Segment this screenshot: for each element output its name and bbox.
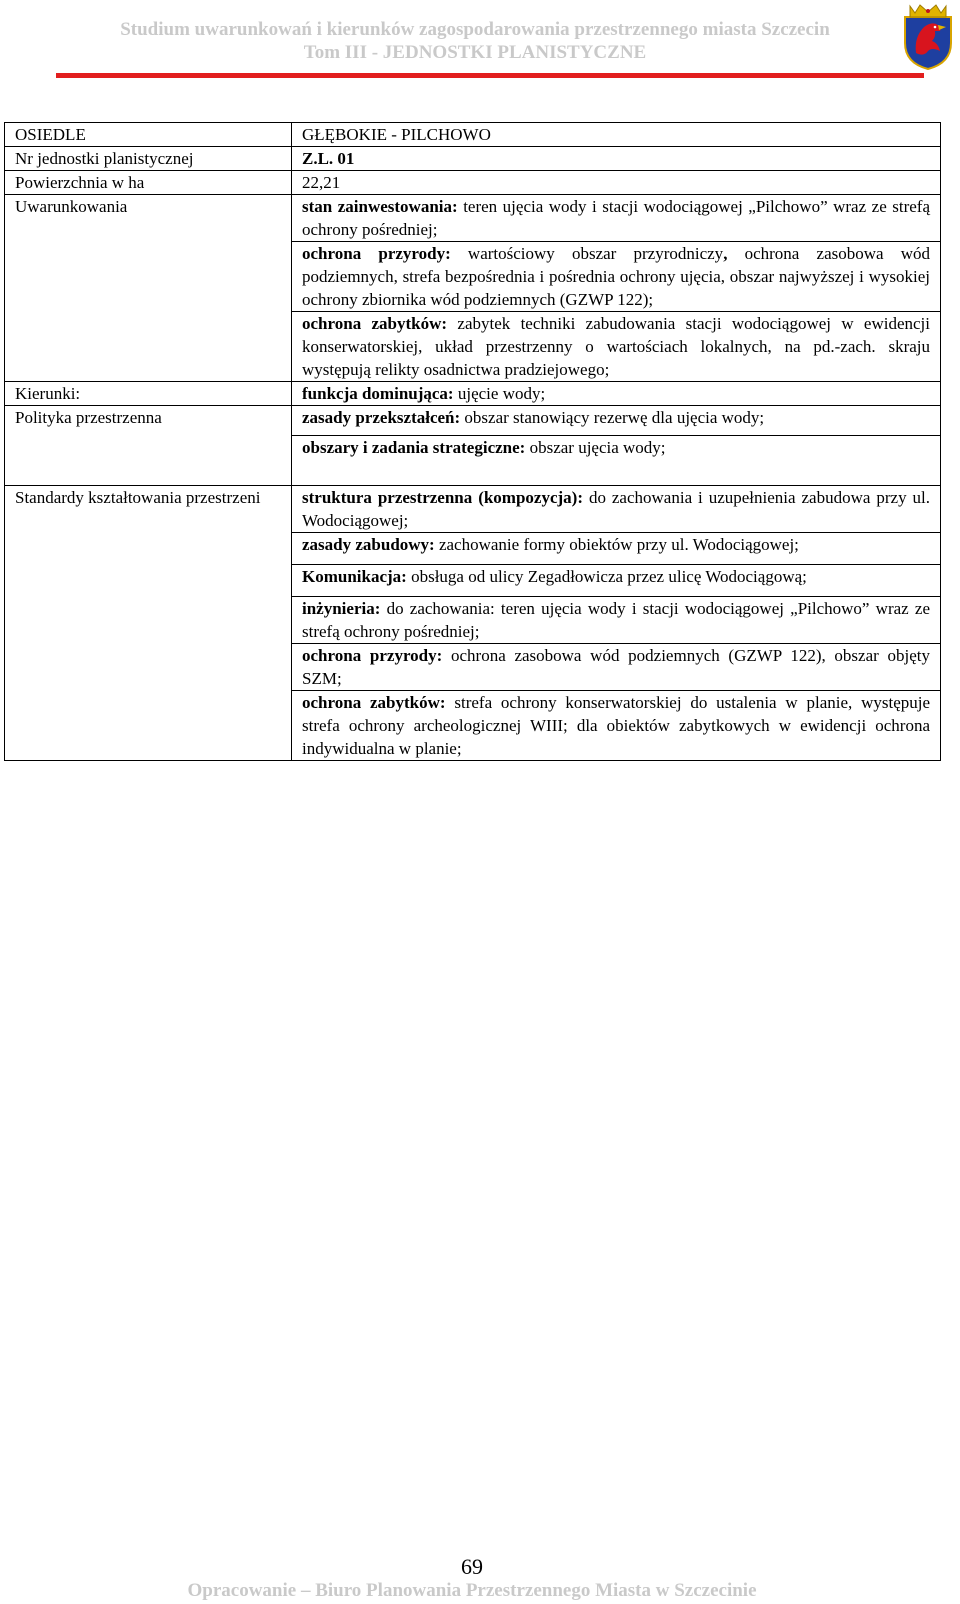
row-kierunki [5,382,941,406]
szczecin-coat-of-arms-icon [902,3,954,71]
document-title-line2: Tom III - JEDNOSTKI PLANISTYCZNE [303,42,647,63]
label-nr: Nr jednostki planistycznej [5,147,292,171]
standardy-struktura-text: do zachowania i uzupełnienia zabudowa przy ul. Wodociągowej; [302,488,930,530]
standardy-przyroda-key: ochrona przyrody: [302,646,443,665]
standardy-komunikacja [292,565,941,597]
label-powierzchnia: Powierzchnia w ha [5,171,292,195]
document-title [60,18,890,64]
value-nr: Z.L. 01 [292,147,941,171]
label-standardy: Standardy kształtowania przestrzeni [5,486,292,761]
standardy-zabudowa-text: zachowanie formy obiektów przy ul. Wodociągowej; [434,535,799,554]
standardy-komunikacja-text: obsługa od ulicy Zegadłowicza przez ulicę Wodociągową; [406,567,807,586]
label-osiedle: OSIEDLE [5,123,292,147]
kierunki-funkcja [292,382,941,406]
polityka-zasady [292,406,941,436]
standardy-zabudowa [292,533,941,565]
row-polityka-zasady [5,406,941,436]
planning-unit-table [4,122,941,761]
polityka-zasady-text: obszar stanowiący rezerwę dla ujęcia wody; [460,408,765,427]
standardy-przyroda [292,644,941,691]
row-powierzchnia [5,171,941,195]
standardy-zabytki [292,691,941,761]
standardy-zabudowa-key: zasady zabudowy: [302,535,435,554]
uwarunkowania-przyroda-key: ochrona przyrody: [302,244,451,263]
uwarunkowania-stan-key: stan zainwestowania: [302,197,458,216]
uwarunkowania-przyroda-comma: , [723,244,728,263]
standardy-komunikacja-key: Komunikacja: [302,567,407,586]
standardy-zabytki-text: strefa ochrony konserwatorskiej do ustalenia w planie, występuje strefa ochrony archeologicznej WIII; dla obiektów zabytkowych w ewidencji ochrona indywidualna w planie; [302,693,931,758]
kierunki-funkcja-key: funkcja dominująca: [302,384,454,403]
uwarunkowania-stan [292,195,941,242]
uwarunkowania-zabytki [292,312,941,382]
standardy-struktura [292,486,941,533]
polityka-obszary-text: obszar ujęcia wody; [525,438,666,457]
polityka-obszary [292,436,941,486]
standardy-inzynieria-text: do zachowania: teren ujęcia wody i stacji wodociągowej „Pilchowo” wraz ze strefą ochrony pośredniej; [302,599,930,641]
label-polityka: Polityka przestrzenna [5,406,292,486]
uwarunkowania-przyroda-text2: ochrona zasobowa wód podziemnych, strefa bezpośrednia i pośrednia ochrony ujęcia, obszar najwyższej i wysokiej ochrony zbiornika wód podziemnych (GZWP 122); [302,244,930,309]
label-uwarunkowania: Uwarunkowania [5,195,292,382]
page-number: 69 [461,1554,483,1579]
row-nr [5,147,941,171]
kierunki-funkcja-text: ujęcie wody; [453,384,546,403]
footer-credit: Opracowanie – Biuro Planowania Przestrzennego Miasta w Szczecinie [187,1580,757,1601]
value-osiedle: GŁĘBOKIE - PILCHOWO [292,123,941,147]
standardy-zabytki-key: ochrona zabytków: [302,693,446,712]
page-header [0,0,960,82]
row-uwarunkowania-stan [5,195,941,242]
row-osiedle [5,123,941,147]
label-kierunki: Kierunki: [5,382,292,406]
uwarunkowania-przyroda-text: wartościowy obszar przyrodniczy [450,244,724,263]
uwarunkowania-zabytki-text: zabytek techniki zabudowania stacji wodociągowej w ewidencji konserwatorskiej, układ przestrzenny o wartościach lokalnych, na pd.-zach. skraju występują relikty osadnictwa pradziejowego; [302,314,930,379]
row-standardy-struktura [5,486,941,533]
uwarunkowania-zabytki-key: ochrona zabytków: [302,314,448,333]
standardy-struktura-key: struktura przestrzenna (kompozycja): [302,488,583,507]
value-powierzchnia: 22,21 [292,171,941,195]
polityka-obszary-key: obszary i zadania strategiczne: [302,438,526,457]
document-title-line1: Studium uwarunkowań i kierunków zagospodarowania przestrzennego miasta Szczecin [120,19,830,40]
standardy-inzynieria-key: inżynieria: [302,599,381,618]
header-rule [56,73,924,78]
standardy-inzynieria [292,597,941,644]
standardy-przyroda-text: ochrona zasobowa wód podziemnych (GZWP 122), obszar objęty SZM; [302,646,930,688]
polityka-zasady-key: zasady przekształceń: [302,408,461,427]
uwarunkowania-stan-text: teren ujęcia wody i stacji wodociągowej „Pilchowo” wraz ze strefą ochrony pośredniej; [302,197,930,239]
uwarunkowania-przyroda [292,242,941,312]
